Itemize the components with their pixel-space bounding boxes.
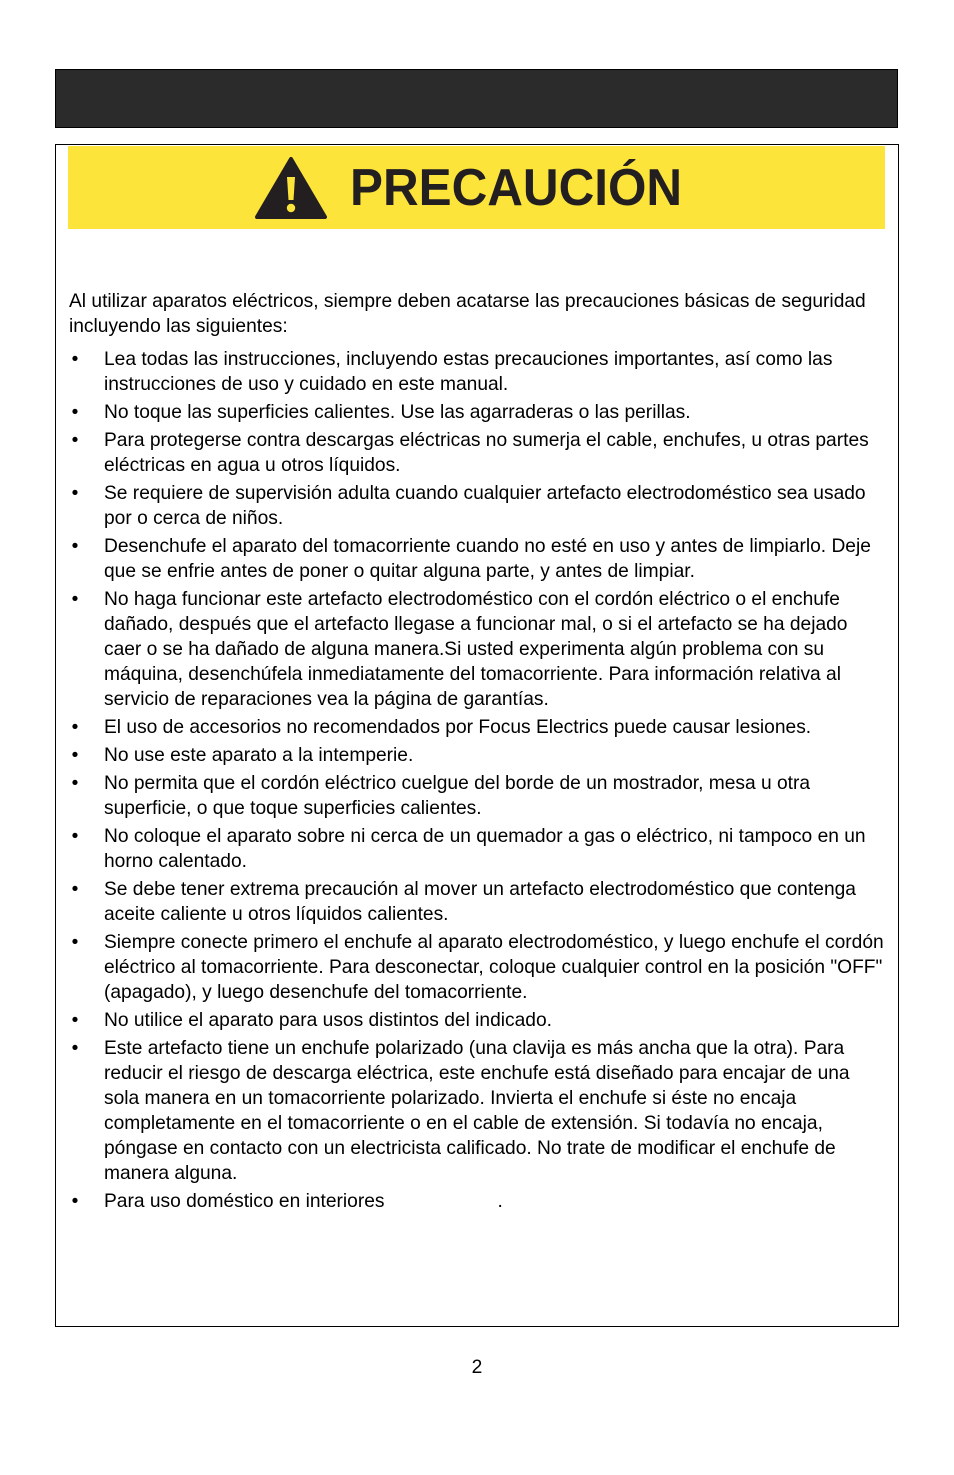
bullet: •	[71, 1010, 79, 1031]
list-item-trail: .	[497, 1191, 503, 1212]
list-item-text: No haga funcionar este artefacto electrodoméstico con el cordón eléctrico o el enchufe dañado, después que el artefacto llegase a funcionar mal, o si el artefacto se ha dejado caer o se ha dañado de alguna manera.Si usted experimenta algún problema con su máquina, desenchúfela inmediatamente del tomacorriente. Para información relativa al servicio de reparaciones vea la página de garantías.	[104, 589, 848, 710]
list-item-text: El uso de accesorios no recomendados por Focus Electrics puede causar lesiones.	[104, 717, 812, 738]
list-item-text: Para uso doméstico en interiores	[104, 1191, 385, 1212]
page-number: 2	[471, 1357, 483, 1378]
list-item	[69, 771, 889, 821]
warning-triangle-icon	[254, 156, 328, 220]
list-item	[69, 587, 889, 712]
caution-banner	[68, 146, 885, 229]
bullet: •	[71, 349, 79, 370]
bullet: •	[71, 826, 79, 847]
list-item-text: No permita que el cordón eléctrico cuelgue del borde de un mostrador, mesa u otra superficie, o que toque superficies calientes.	[104, 773, 811, 819]
list-item	[69, 428, 889, 478]
list-item-text: Se requiere de supervisión adulta cuando cualquier artefacto electrodoméstico sea usado por o cerca de niños.	[104, 483, 866, 529]
list-item-text: No utilice el aparato para usos distintos del indicado.	[104, 1010, 552, 1031]
list-item	[69, 347, 889, 397]
list-item-text: Para protegerse contra descargas eléctricas no sumerja el cable, enchufes, u otras partes eléctricas en agua u otros líquidos.	[104, 430, 869, 476]
bullet: •	[71, 717, 79, 738]
list-item	[69, 877, 889, 927]
bullet: •	[71, 773, 79, 794]
list-item	[69, 1036, 889, 1186]
bullet: •	[71, 589, 79, 610]
bullet: •	[71, 430, 79, 451]
list-item	[69, 481, 889, 531]
bullet: •	[71, 1191, 79, 1212]
bullet: •	[71, 1038, 79, 1059]
list-item	[69, 1008, 889, 1033]
list-item	[69, 400, 889, 425]
bullet: •	[71, 483, 79, 504]
list-item	[69, 930, 889, 1005]
list-item-text: Este artefacto tiene un enchufe polarizado (una clavija es más ancha que la otra). Para reducir el riesgo de descarga eléctrica, este enchufe está diseñado para encajar de una sola manera en un tomacorriente polarizado. Invierta el enchufe si éste no encaja completamente en el tomacorriente o en el cable de extensión. Si todavía no encaja, póngase en contacto con un electricista calificado. No trate de modificar el enchufe de manera alguna.	[104, 1038, 850, 1184]
list-item	[69, 824, 889, 874]
bullet: •	[71, 932, 79, 953]
bullet: •	[71, 536, 79, 557]
list-item-text: No toque las superficies calientes. Use las agarraderas o las perillas.	[104, 402, 691, 423]
list-item	[69, 743, 889, 768]
list-item-text: Se debe tener extrema precaución al mover un artefacto electrodoméstico que contenga aceite caliente u otros líquidos calientes.	[104, 879, 856, 925]
intro-text: Al utilizar aparatos eléctricos, siempre deben acatarse las precauciones básicas de seguridad incluyendo las siguientes:	[69, 291, 866, 337]
banner-title: PRECAUCIÓN	[349, 158, 682, 217]
bullet: •	[71, 879, 79, 900]
list-item-text: No coloque el aparato sobre ni cerca de un quemador a gas o eléctrico, ni tampoco en un horno calentado.	[104, 826, 866, 872]
list-item-text: Siempre conecte primero el enchufe al aparato electrodoméstico, y luego enchufe el cordón eléctrico al tomacorriente. Para desconectar, coloque cualquier control en la posición "OFF" (apagado), y luego desenchufe del tomacorriente.	[104, 932, 884, 1003]
list-item-text: No use este aparato a la intemperie.	[104, 745, 414, 766]
header-bar	[55, 69, 898, 128]
precautions-list	[69, 347, 889, 1217]
list-item-text: Lea todas las instrucciones, incluyendo estas precauciones importantes, así como las instrucciones de uso y cuidado en este manual.	[104, 349, 833, 395]
bullet: •	[71, 745, 79, 766]
list-item	[69, 1189, 889, 1214]
bullet: •	[71, 402, 79, 423]
list-item	[69, 534, 889, 584]
list-item	[69, 715, 889, 740]
list-item-text: Desenchufe el aparato del tomacorriente cuando no esté en uso y antes de limpiarlo. Deje que se enfrie antes de poner o quitar alguna parte, y antes de limpiar.	[104, 536, 871, 582]
